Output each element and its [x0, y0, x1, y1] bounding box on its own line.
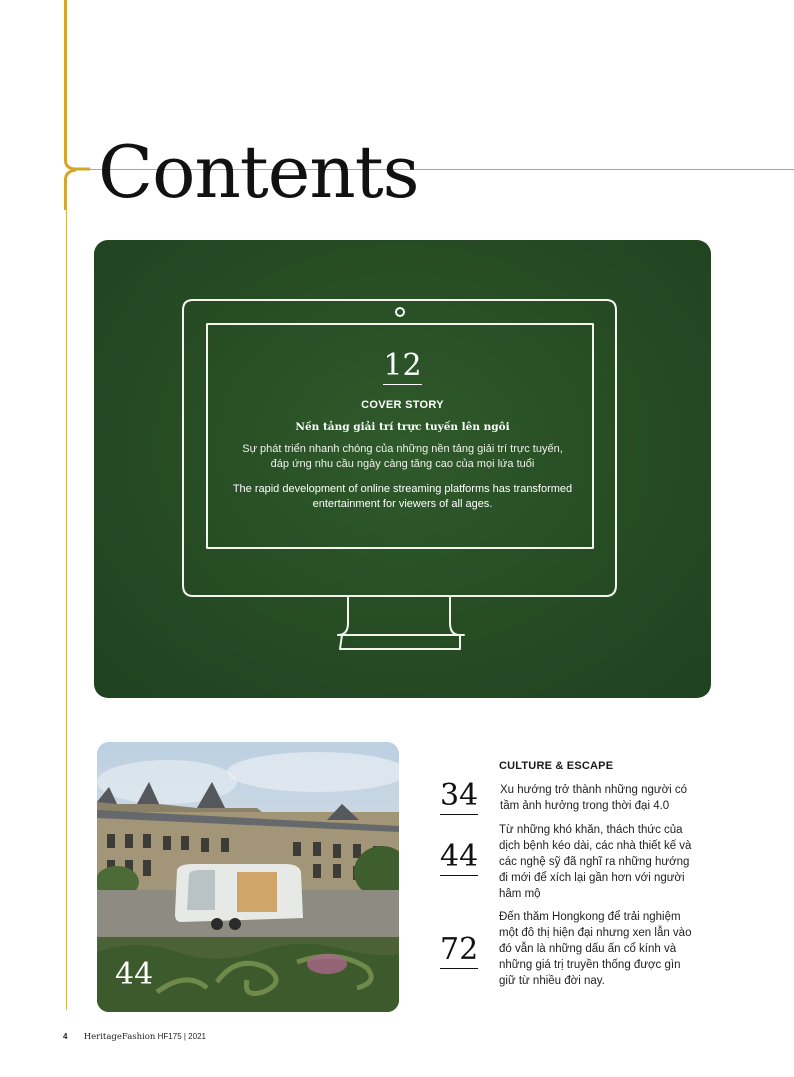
entry-text[interactable]: Từ những khó khăn, thách thức của dịch bệnh kéo dài, các nhà thiết kế và các nghệ sỹ đã nghĩ ra những hướng đi mới để xích lại gần hơn với người hâm mộ — [499, 824, 692, 900]
footer-page-number: 4 — [63, 1032, 68, 1041]
cover-story-text — [208, 323, 597, 512]
entry-text[interactable]: Xu hướng trở thành những người có tầm ảnh hưởng trong thời đại 4.0 — [500, 784, 688, 812]
cover-headline[interactable]: Nền tảng giải trí trực tuyến lên ngôi — [295, 421, 510, 433]
page-title: Contents — [98, 130, 419, 215]
entry-number[interactable]: 72 — [440, 932, 479, 967]
cover-description-vi: Sự phát triển nhanh chóng của những nền tảng giải trí trực tuyến, đáp ứng nhu cầu ngày càng tăng cao của mọi lứa tuổi — [242, 443, 563, 470]
footer-issue: HF175 | 2021 — [157, 1032, 206, 1041]
cover-story-label: COVER STORY — [361, 399, 444, 411]
entry-text[interactable]: Đến thăm Hongkong để trải nghiệm một đô thị hiện đại nhưng xen lẫn vào đó vẫn là những dấu ấn cổ kính và những giá trị truyền thống được gìn giữ từ nhiều đời nay. — [499, 911, 692, 987]
cover-page-number[interactable]: 12 — [383, 348, 422, 383]
gold-vertical-rule-top — [64, 0, 67, 160]
castle-photo[interactable] — [97, 742, 399, 1012]
photo-page-number: 44 — [115, 957, 154, 992]
section-heading-culture: CULTURE & ESCAPE — [499, 760, 614, 772]
gold-thin-rule — [66, 185, 67, 1010]
entry-number[interactable]: 44 — [440, 839, 479, 874]
page-footer — [63, 1032, 206, 1042]
footer-brand: HeritageFashion — [83, 1032, 156, 1042]
entry-number[interactable]: 34 — [440, 778, 479, 813]
cover-description-en: The rapid development of online streaming platforms has transformed entertainment for viewers of all ages. — [232, 483, 573, 510]
